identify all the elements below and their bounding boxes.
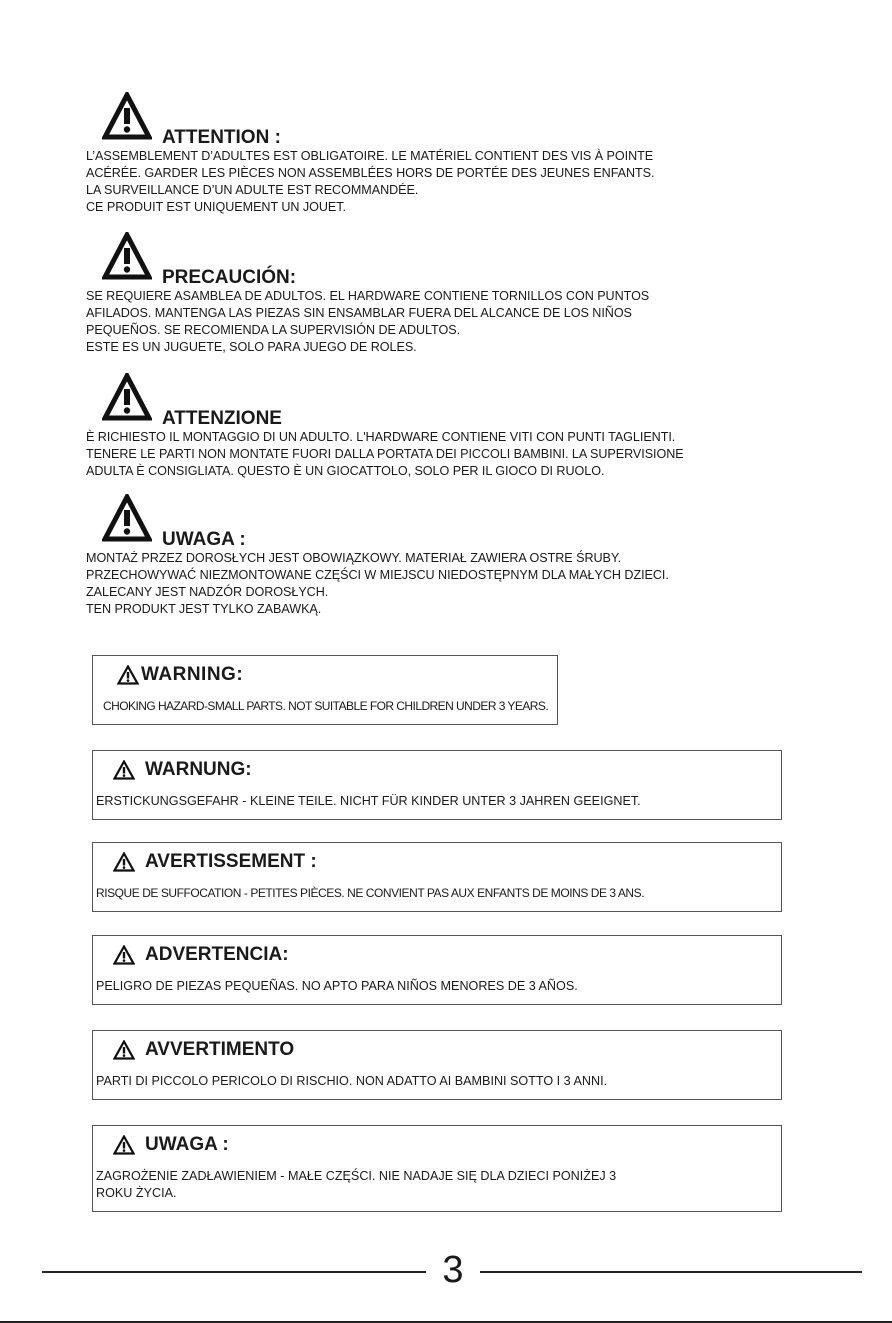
section-heading: ATTENZIONE: [162, 408, 282, 429]
section-text-line: È RICHIESTO IL MONTAGGIO DI UN ADULTO. L'HARDWARE CONTIENE VITI CON PUNTI TAGLIENTI.: [86, 430, 676, 444]
section-text-line: AFILADOS. MANTENGA LAS PIEZAS SIN ENSAMBLAR FUERA DEL ALCANCE DE LOS NIÑOS: [86, 306, 632, 320]
warning-triangle-icon: [113, 1040, 135, 1060]
box-title-text: WARNING:: [141, 664, 244, 685]
choking-warning-box-polish: [92, 1125, 782, 1212]
box-text: [96, 978, 578, 995]
warning-section-italian: [86, 373, 876, 480]
box-title: [117, 664, 243, 686]
box-text: [96, 793, 641, 810]
box-text-line: RISQUE DE SUFFOCATION - PETITES PIÈCES. NE CONVIENT PAS AUX ENFANTS DE MOINS DE 3 ANS.: [96, 886, 645, 900]
box-text-line: ROKU ŻYCIA.: [96, 1186, 177, 1200]
section-text-line: LA SURVEILLANCE D’UN ADULTE EST RECOMMANDÉE.: [86, 183, 419, 197]
section-heading: ATTENTION :: [162, 127, 281, 148]
section-text-line: ESTE ES UN JUGUETE, SOLO PARA JUEGO DE ROLES.: [86, 340, 417, 354]
box-title: [113, 759, 252, 781]
box-title: [113, 944, 289, 966]
box-title-text: AVERTISSEMENT :: [145, 851, 317, 872]
warning-triangle-icon: [102, 494, 152, 542]
warning-triangle-icon: [113, 852, 135, 872]
section-heading-row: [86, 92, 876, 148]
warning-section-polish: [86, 494, 876, 618]
page-number: 3: [442, 1249, 464, 1291]
section-text-line: ACÉRÉE. GARDER LES PIÈCES NON ASSEMBLÉES HORS DE PORTÉE DES JEUNES ENFANTS.: [86, 166, 655, 180]
section-heading-row: [86, 232, 876, 288]
section-text-line: CE PRODUIT EST UNIQUEMENT UN JOUET.: [86, 200, 346, 214]
choking-warning-box-spanish: [92, 935, 782, 1005]
warning-triangle-icon: [102, 92, 152, 140]
box-text: [103, 698, 548, 715]
box-text-line: PELIGRO DE PIEZAS PEQUEÑAS. NO APTO PARA NIÑOS MENORES DE 3 AÑOS.: [96, 979, 578, 993]
box-text: [96, 1073, 607, 1090]
choking-warning-box-italian: [92, 1030, 782, 1100]
choking-warning-box-german: [92, 750, 782, 820]
section-text-line: L’ASSEMBLEMENT D’ADULTES EST OBLIGATOIRE. LE MATÉRIEL CONTIENT DES VIS À POINTE: [86, 149, 654, 163]
warning-triangle-icon: [102, 232, 152, 280]
choking-warning-box-english: [92, 655, 558, 725]
box-title-text: ADVERTENCIA:: [145, 944, 289, 965]
section-heading-row: [86, 494, 876, 550]
section-text-line: ZALECANY JEST NADZÓR DOROSŁYCH.: [86, 585, 329, 599]
warning-triangle-icon: [113, 760, 135, 780]
warning-triangle-icon: [102, 373, 152, 421]
box-text: [96, 1168, 616, 1202]
box-text-line: ZAGROŻENIE ZADŁAWIENIEM - MAŁE CZĘŚCI. NIE NADAJE SIĘ DLA DZIECI PONIŻEJ 3: [96, 1169, 617, 1183]
warning-triangle-icon: [113, 945, 135, 965]
box-text-line: ERSTICKUNGSGEFAHR - KLEINE TEILE. NICHT FÜR KINDER UNTER 3 JAHREN GEEIGNET.: [96, 794, 641, 808]
section-text-line: PEQUEÑOS. SE RECOMIENDA LA SUPERVISIÓN DE ADULTOS.: [86, 323, 461, 337]
footer-rule-right: [480, 1271, 862, 1273]
section-heading: PRECAUCIÓN:: [162, 267, 297, 288]
box-text-line: CHOKING HAZARD-SMALL PARTS. NOT SUITABLE FOR CHILDREN UNDER 3 YEARS.: [103, 699, 549, 713]
section-text-line: MONTAŻ PRZEZ DOROSŁYCH JEST OBOWIĄZKOWY. MATERIAŁ ZAWIERA OSTRE ŚRUBY.: [86, 551, 622, 565]
footer-rule-left: [42, 1271, 426, 1273]
warning-triangle-icon: [113, 1135, 135, 1155]
section-heading-row: [86, 373, 876, 429]
warning-section-french: [86, 92, 876, 216]
section-text-line: PRZECHOWYWAĆ NIEZMONTOWANE CZĘŚCI W MIEJSCU NIEDOSTĘPNYM DLA MAŁYCH DZIECI.: [86, 568, 669, 582]
section-text-line: ADULTA È CONSIGLIATA. QUESTO È UN GIOCATTOLO, SOLO PER IL GIOCO DI RUOLO.: [86, 464, 605, 478]
choking-warning-box-french: [92, 842, 782, 912]
section-heading: UWAGA :: [162, 529, 246, 550]
box-title: [113, 851, 317, 873]
section-text-line: TEN PRODUKT JEST TYLKO ZABAWKĄ.: [86, 602, 322, 616]
box-text: [96, 885, 644, 902]
box-title: [113, 1039, 294, 1061]
warning-triangle-icon: [117, 665, 139, 685]
box-title-text: AVVERTIMENTO: [145, 1039, 295, 1060]
warning-section-spanish: [86, 232, 876, 356]
box-title-text: WARNUNG:: [145, 759, 252, 780]
box-title: [113, 1134, 229, 1156]
box-title-text: UWAGA :: [145, 1134, 229, 1155]
box-text-line: PARTI DI PICCOLO PERICOLO DI RISCHIO. NON ADATTO AI BAMBINI SOTTO I 3 ANNI.: [96, 1074, 608, 1088]
section-text-line: SE REQUIERE ASAMBLEA DE ADULTOS. EL HARDWARE CONTIENE TORNILLOS CON PUNTOS: [86, 289, 650, 303]
section-text-line: TENERE LE PARTI NON MONTATE FUORI DALLA PORTATA DEI PICCOLI BAMBINI. LA SUPERVISIONE: [86, 447, 684, 461]
